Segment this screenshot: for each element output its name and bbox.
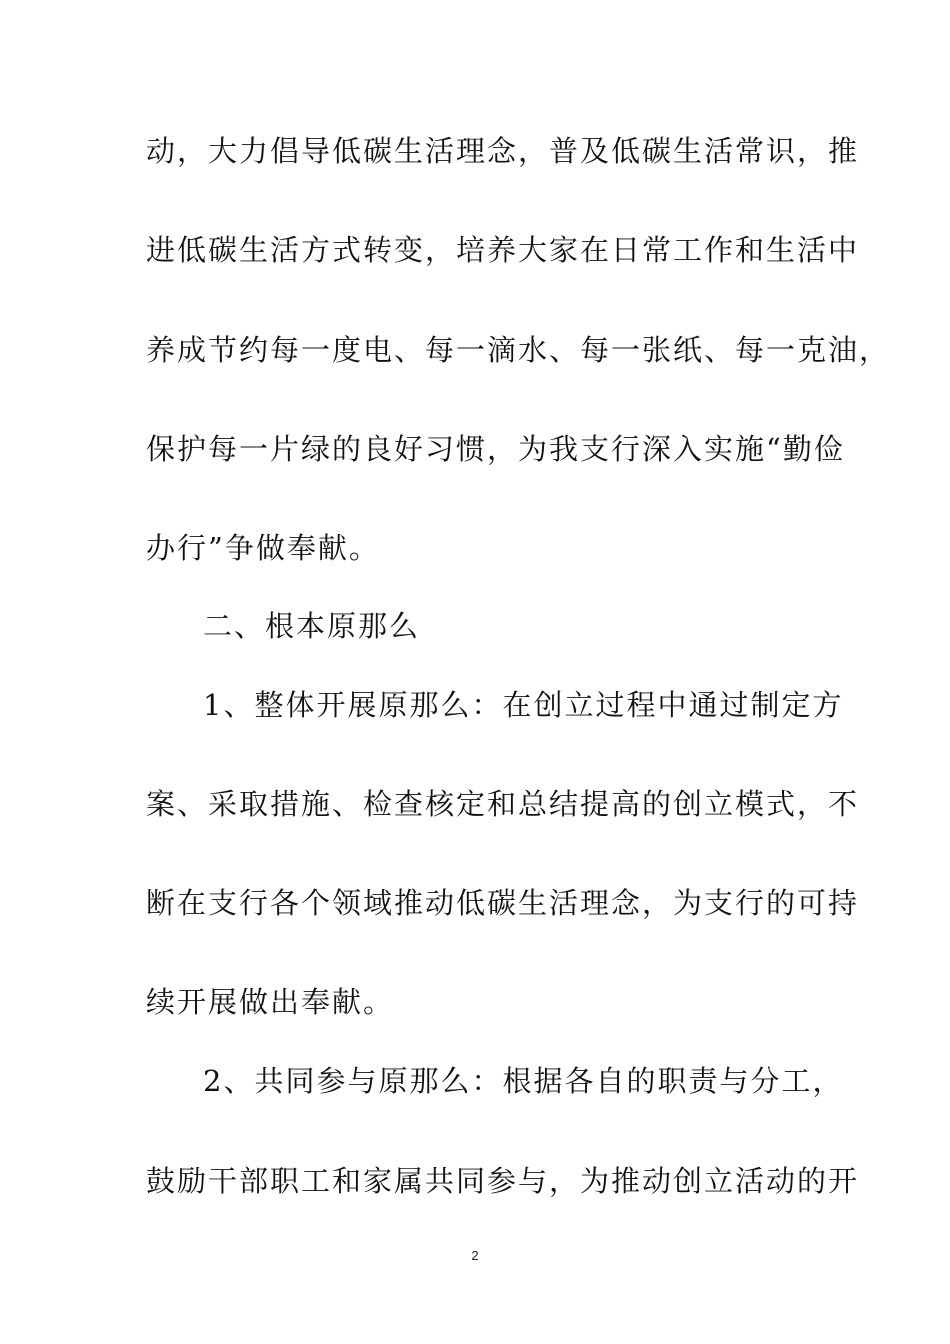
body-text-line: 动，大力倡导低碳生活理念，普及低碳生活常识，推 bbox=[146, 134, 860, 168]
body-text-line: 保护每一片绿的良好习惯，为我支行深入实施“勤俭 bbox=[146, 432, 845, 466]
body-text-line: 办行”争做奉献。 bbox=[146, 531, 380, 565]
section-heading: 二、根本原那么 bbox=[203, 609, 421, 643]
body-text-line: 养成节约每一度电、每一滴水、每一张纸、每一克油， bbox=[146, 333, 891, 367]
page-number: 2 bbox=[471, 1248, 479, 1263]
body-text-line: 鼓励干部职工和家属共同参与，为推动创立活动的开 bbox=[146, 1164, 860, 1198]
body-text-line: 案、采取措施、检查核定和总结提高的创立模式，不 bbox=[146, 787, 860, 821]
body-text-line: 2、共同参与原那么：根据各自的职责与分工， bbox=[203, 1064, 844, 1098]
body-text-line: 进低碳生活方式转变，培养大家在日常工作和生活中 bbox=[146, 233, 860, 267]
body-text-line: 续开展做出奉献。 bbox=[146, 985, 395, 1019]
body-text-line: 1、整体开展原那么：在创立过程中通过制定方 bbox=[203, 688, 844, 722]
body-text-line: 断在支行各个领域推动低碳生活理念，为支行的可持 bbox=[146, 886, 860, 920]
